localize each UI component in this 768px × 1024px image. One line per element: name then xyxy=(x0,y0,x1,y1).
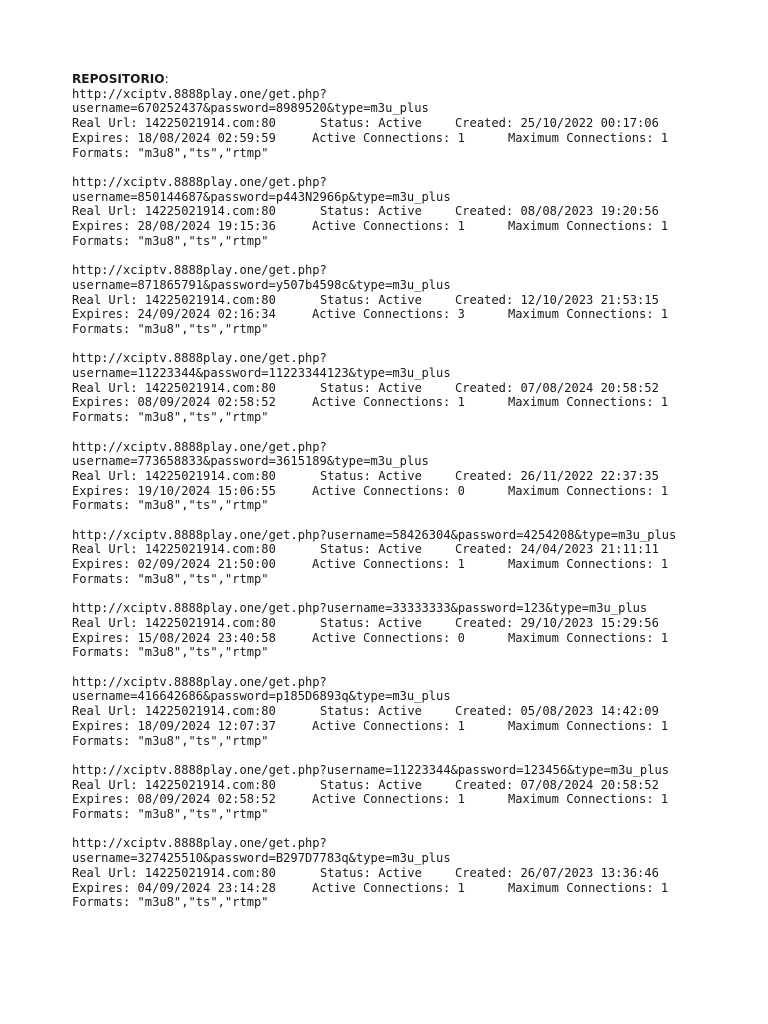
entry-line-realurl xyxy=(72,778,768,793)
created-value: 07/08/2024 20:58:52 xyxy=(520,380,659,395)
playlist-url-line[interactable]: username=670252437&password=8989520&type=m3u_plus xyxy=(72,101,429,116)
created-value: 26/11/2022 22:37:35 xyxy=(520,468,659,483)
active-connections-value: 1 xyxy=(457,792,465,807)
playlist-url-line[interactable]: http://xciptv.8888play.one/get.php?username=33333333&password=123&type=m3u_plus xyxy=(72,601,648,616)
active-connections-value: 1 xyxy=(457,395,465,410)
real-url-label: Real Url: xyxy=(72,542,145,557)
expires-label: Expires: xyxy=(72,130,138,145)
real-url-value: 14225021914.com:80 xyxy=(144,204,276,219)
playlist-url[interactable] xyxy=(72,528,768,543)
active-connections-label: Active Connections: xyxy=(312,792,458,807)
playlist-entry xyxy=(72,675,768,749)
entry-line-formats xyxy=(72,807,768,822)
expires-label: Expires: xyxy=(72,557,138,572)
entry-line-formats xyxy=(72,645,768,660)
real-url-value: 14225021914.com:80 xyxy=(144,116,276,131)
entry-line-formats xyxy=(72,895,768,910)
real-url-value: 14225021914.com:80 xyxy=(144,542,276,557)
active-connections-value: 1 xyxy=(457,880,465,895)
status-value: Active xyxy=(378,865,422,880)
heading-colon: : xyxy=(164,72,169,86)
entry-line-realurl xyxy=(72,204,768,219)
real-url-label: Real Url: xyxy=(72,468,145,483)
max-connections-label: Maximum Connections: xyxy=(508,219,661,234)
entry-line-realurl xyxy=(72,293,768,308)
active-connections-label: Active Connections: xyxy=(312,880,458,895)
entry-line-realurl xyxy=(72,616,768,631)
max-connections-label: Maximum Connections: xyxy=(508,630,661,645)
active-connections-value: 3 xyxy=(457,307,465,322)
created-label: Created: xyxy=(455,292,521,307)
playlist-entry xyxy=(72,87,768,161)
created-label: Created: xyxy=(455,542,521,557)
active-connections-value: 1 xyxy=(457,718,465,733)
active-connections-value: 0 xyxy=(457,630,465,645)
formats-value: "m3u8","ts","rtmp" xyxy=(137,571,269,586)
active-connections-label: Active Connections: xyxy=(312,219,458,234)
max-connections-value: 1 xyxy=(660,718,669,733)
real-url-label: Real Url: xyxy=(72,865,145,880)
max-connections-value: 1 xyxy=(660,557,669,572)
heading xyxy=(72,72,768,87)
max-connections-label: Maximum Connections: xyxy=(508,792,661,807)
status-value: Active xyxy=(378,468,422,483)
playlist-url[interactable] xyxy=(72,87,768,116)
real-url-label: Real Url: xyxy=(72,292,145,307)
playlist-entry xyxy=(72,175,768,249)
created-label: Created: xyxy=(455,116,521,131)
max-connections-value: 1 xyxy=(660,395,669,410)
formats-label: Formats: xyxy=(72,233,138,248)
playlist-url-line[interactable]: http://xciptv.8888play.one/get.php?username=58426304&password=4254208&type=m3u_plus xyxy=(72,527,677,542)
expires-value: 02/09/2024 21:50:00 xyxy=(137,557,276,572)
formats-label: Formats: xyxy=(72,733,138,748)
playlist-url-line[interactable]: username=416642686&password=p185D6893q&type=m3u_plus xyxy=(72,689,451,704)
max-connections-label: Maximum Connections: xyxy=(508,130,661,145)
expires-label: Expires: xyxy=(72,219,138,234)
status-value: Active xyxy=(378,615,422,630)
created-label: Created: xyxy=(455,777,521,792)
formats-value: "m3u8","ts","rtmp" xyxy=(137,410,269,425)
formats-label: Formats: xyxy=(72,321,138,336)
playlist-url-line[interactable]: http://xciptv.8888play.one/get.php? xyxy=(72,439,327,454)
playlist-url-line[interactable]: username=850144687&password=p443N2966p&type=m3u_plus xyxy=(72,189,451,204)
playlist-url[interactable] xyxy=(72,440,768,469)
expires-value: 28/08/2024 19:15:36 xyxy=(137,219,276,234)
heading-title: REPOSITORIO xyxy=(72,72,165,86)
formats-value: "m3u8","ts","rtmp" xyxy=(137,145,269,160)
active-connections-label: Active Connections: xyxy=(312,630,458,645)
status-label: Status: xyxy=(320,292,379,307)
expires-label: Expires: xyxy=(72,307,138,322)
active-connections-label: Active Connections: xyxy=(312,307,458,322)
real-url-label: Real Url: xyxy=(72,704,145,719)
created-value: 12/10/2023 21:53:15 xyxy=(520,292,659,307)
max-connections-label: Maximum Connections: xyxy=(508,718,661,733)
playlist-url-line[interactable]: username=871865791&password=y507b4598c&type=m3u_plus xyxy=(72,277,451,292)
real-url-label: Real Url: xyxy=(72,777,145,792)
expires-value: 18/08/2024 02:59:59 xyxy=(137,130,276,145)
entry-line-expires xyxy=(72,719,768,734)
created-label: Created: xyxy=(455,380,521,395)
playlist-url[interactable] xyxy=(72,601,768,616)
active-connections-label: Active Connections: xyxy=(312,718,458,733)
expires-label: Expires: xyxy=(72,395,138,410)
entry-line-formats xyxy=(72,498,768,513)
max-connections-value: 1 xyxy=(660,483,669,498)
status-value: Active xyxy=(378,116,422,131)
max-connections-label: Maximum Connections: xyxy=(508,483,661,498)
real-url-value: 14225021914.com:80 xyxy=(144,615,276,630)
formats-label: Formats: xyxy=(72,645,138,660)
active-connections-label: Active Connections: xyxy=(312,130,458,145)
playlist-url-line[interactable]: username=773658833&password=3615189&type=m3u_plus xyxy=(72,454,429,469)
status-label: Status: xyxy=(320,865,379,880)
created-label: Created: xyxy=(455,204,521,219)
playlist-entry xyxy=(72,351,768,425)
expires-label: Expires: xyxy=(72,880,138,895)
max-connections-value: 1 xyxy=(660,792,669,807)
entry-line-expires xyxy=(72,557,768,572)
expires-label: Expires: xyxy=(72,718,138,733)
playlist-url-line[interactable]: username=11223344&password=11223344123&type=m3u_plus xyxy=(72,366,451,381)
playlist-entry xyxy=(72,763,768,822)
formats-label: Formats: xyxy=(72,145,138,160)
playlist-url-line[interactable]: username=327425510&password=B297D7783q&type=m3u_plus xyxy=(72,851,451,866)
entry-line-formats xyxy=(72,734,768,749)
status-label: Status: xyxy=(320,116,379,131)
playlist-url[interactable] xyxy=(72,836,768,865)
max-connections-value: 1 xyxy=(660,630,669,645)
status-label: Status: xyxy=(320,468,379,483)
playlist-url[interactable] xyxy=(72,263,768,292)
max-connections-value: 1 xyxy=(660,219,669,234)
status-label: Status: xyxy=(320,615,379,630)
max-connections-value: 1 xyxy=(660,307,669,322)
formats-value: "m3u8","ts","rtmp" xyxy=(137,233,269,248)
entry-line-expires xyxy=(72,484,768,499)
formats-label: Formats: xyxy=(72,895,138,910)
formats-value: "m3u8","ts","rtmp" xyxy=(137,321,269,336)
playlist-entry xyxy=(72,601,768,660)
entry-line-formats xyxy=(72,234,768,249)
playlist-url-line[interactable]: http://xciptv.8888play.one/get.php? xyxy=(72,174,327,189)
playlist-entry xyxy=(72,528,768,587)
created-value: 25/10/2022 00:17:06 xyxy=(520,116,659,131)
entry-line-expires xyxy=(72,307,768,322)
playlist-entry xyxy=(72,836,768,910)
expires-value: 24/09/2024 02:16:34 xyxy=(137,307,276,322)
entry-line-realurl xyxy=(72,116,768,131)
created-value: 24/04/2023 21:11:11 xyxy=(520,542,659,557)
status-value: Active xyxy=(378,380,422,395)
entry-list xyxy=(72,87,768,910)
max-connections-label: Maximum Connections: xyxy=(508,395,661,410)
max-connections-label: Maximum Connections: xyxy=(508,880,661,895)
formats-label: Formats: xyxy=(72,498,138,513)
playlist-url[interactable] xyxy=(72,675,768,704)
active-connections-label: Active Connections: xyxy=(312,395,458,410)
entry-line-formats xyxy=(72,410,768,425)
created-label: Created: xyxy=(455,865,521,880)
formats-value: "m3u8","ts","rtmp" xyxy=(137,733,269,748)
playlist-url-line[interactable]: http://xciptv.8888play.one/get.php? xyxy=(72,351,327,366)
entry-line-expires xyxy=(72,219,768,234)
real-url-label: Real Url: xyxy=(72,380,145,395)
entry-line-realurl xyxy=(72,542,768,557)
expires-label: Expires: xyxy=(72,630,138,645)
max-connections-label: Maximum Connections: xyxy=(508,307,661,322)
expires-value: 08/09/2024 02:58:52 xyxy=(137,792,276,807)
formats-label: Formats: xyxy=(72,410,138,425)
expires-value: 15/08/2024 23:40:58 xyxy=(137,630,276,645)
entry-line-realurl xyxy=(72,704,768,719)
active-connections-label: Active Connections: xyxy=(312,483,458,498)
entry-line-formats xyxy=(72,146,768,161)
created-value: 26/07/2023 13:36:46 xyxy=(520,865,659,880)
real-url-label: Real Url: xyxy=(72,204,145,219)
entry-line-expires xyxy=(72,395,768,410)
formats-label: Formats: xyxy=(72,807,138,822)
status-label: Status: xyxy=(320,204,379,219)
expires-value: 19/10/2024 15:06:55 xyxy=(137,483,276,498)
created-value: 29/10/2023 15:29:56 xyxy=(520,615,659,630)
max-connections-value: 1 xyxy=(660,130,669,145)
real-url-value: 14225021914.com:80 xyxy=(144,292,276,307)
status-value: Active xyxy=(378,704,422,719)
formats-label: Formats: xyxy=(72,571,138,586)
expires-value: 18/09/2024 12:07:37 xyxy=(137,718,276,733)
playlist-entry xyxy=(72,440,768,514)
status-label: Status: xyxy=(320,777,379,792)
real-url-label: Real Url: xyxy=(72,116,145,131)
entry-line-expires xyxy=(72,881,768,896)
status-label: Status: xyxy=(320,380,379,395)
created-label: Created: xyxy=(455,615,521,630)
formats-value: "m3u8","ts","rtmp" xyxy=(137,645,269,660)
created-value: 08/08/2023 19:20:56 xyxy=(520,204,659,219)
expires-label: Expires: xyxy=(72,483,138,498)
active-connections-value: 1 xyxy=(457,219,465,234)
entry-line-realurl xyxy=(72,469,768,484)
real-url-value: 14225021914.com:80 xyxy=(144,704,276,719)
created-label: Created: xyxy=(455,468,521,483)
max-connections-label: Maximum Connections: xyxy=(508,557,661,572)
real-url-value: 14225021914.com:80 xyxy=(144,380,276,395)
playlist-url-line[interactable]: http://xciptv.8888play.one/get.php?username=11223344&password=123456&type=m3u_plus xyxy=(72,762,670,777)
entry-line-expires xyxy=(72,131,768,146)
formats-value: "m3u8","ts","rtmp" xyxy=(137,895,269,910)
real-url-label: Real Url: xyxy=(72,615,145,630)
expires-label: Expires: xyxy=(72,792,138,807)
status-label: Status: xyxy=(320,704,379,719)
status-value: Active xyxy=(378,777,422,792)
real-url-value: 14225021914.com:80 xyxy=(144,865,276,880)
formats-value: "m3u8","ts","rtmp" xyxy=(137,807,269,822)
entry-line-expires xyxy=(72,631,768,646)
entry-line-formats xyxy=(72,322,768,337)
formats-value: "m3u8","ts","rtmp" xyxy=(137,498,269,513)
playlist-url-line[interactable]: http://xciptv.8888play.one/get.php? xyxy=(72,86,327,101)
playlist-url-line[interactable]: http://xciptv.8888play.one/get.php? xyxy=(72,263,327,278)
created-label: Created: xyxy=(455,704,521,719)
created-value: 07/08/2024 20:58:52 xyxy=(520,777,659,792)
active-connections-label: Active Connections: xyxy=(312,557,458,572)
entry-line-realurl xyxy=(72,866,768,881)
entry-line-expires xyxy=(72,792,768,807)
entry-line-formats xyxy=(72,572,768,587)
active-connections-value: 1 xyxy=(457,557,465,572)
playlist-entry xyxy=(72,263,768,337)
playlist-url-line[interactable]: http://xciptv.8888play.one/get.php? xyxy=(72,674,327,689)
status-label: Status: xyxy=(320,542,379,557)
entry-line-realurl xyxy=(72,381,768,396)
playlist-url[interactable] xyxy=(72,351,768,380)
active-connections-value: 0 xyxy=(457,483,465,498)
status-value: Active xyxy=(378,204,422,219)
playlist-url-line[interactable]: http://xciptv.8888play.one/get.php? xyxy=(72,836,327,851)
playlist-url[interactable] xyxy=(72,763,768,778)
max-connections-value: 1 xyxy=(660,880,669,895)
expires-value: 04/09/2024 23:14:28 xyxy=(137,880,276,895)
expires-value: 08/09/2024 02:58:52 xyxy=(137,395,276,410)
created-value: 05/08/2023 14:42:09 xyxy=(520,704,659,719)
playlist-url[interactable] xyxy=(72,175,768,204)
active-connections-value: 1 xyxy=(457,130,465,145)
status-value: Active xyxy=(378,542,422,557)
status-value: Active xyxy=(378,292,422,307)
real-url-value: 14225021914.com:80 xyxy=(144,468,276,483)
real-url-value: 14225021914.com:80 xyxy=(144,777,276,792)
